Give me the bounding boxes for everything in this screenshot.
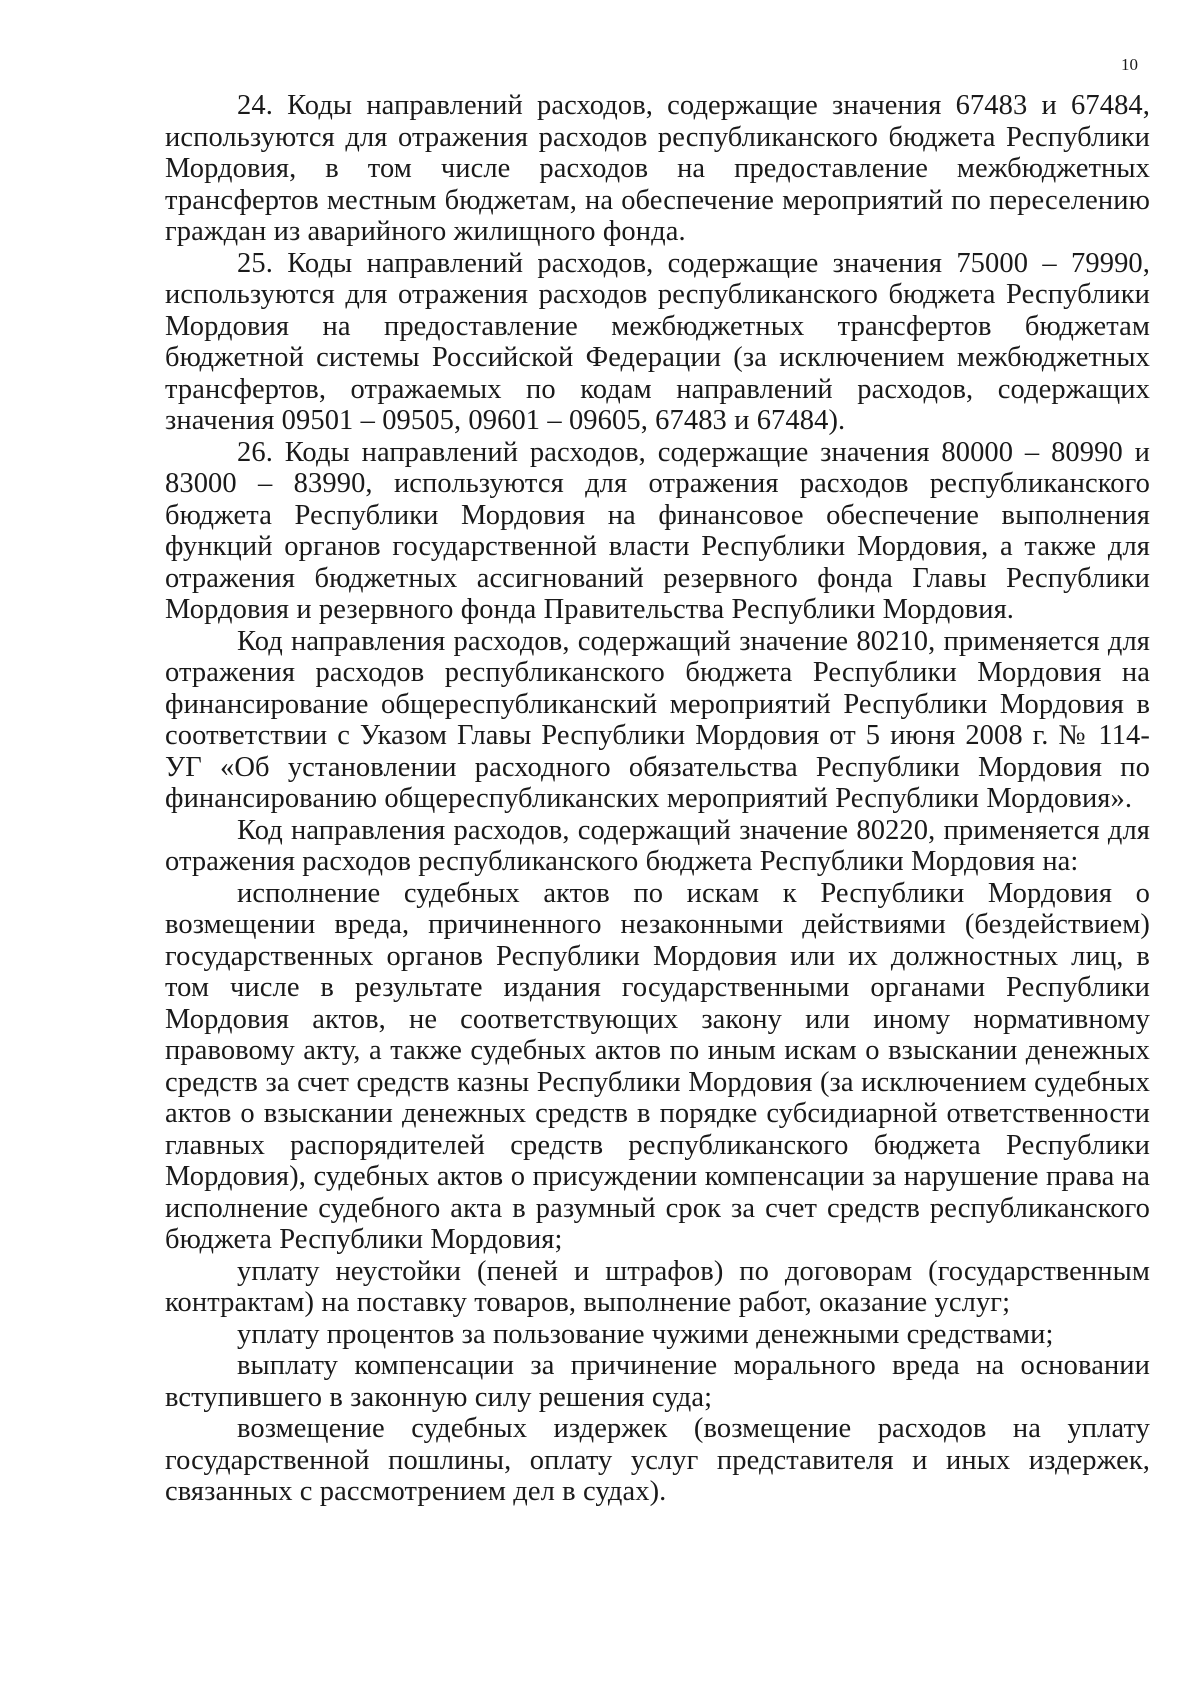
paragraph-26: 26. Коды направлений расходов, содержащие значения 80000 – 80990 и 83000 – 83990, используются для отражения расходов республиканского бюджета Республики Мордовия на финансовое обеспечение выполнения функций органов государственной власти Республики Мордовия, а также для отражения бюджетных ассигнований резервного фонда Главы Республики Мордовия и резервного фонда Правительства Республики Мордовия. — [165, 436, 1150, 625]
page-number: 10 — [1121, 55, 1138, 74]
list-item-court-costs: возмещение судебных издержек (возмещение расходов на уплату государственной пошлины, оплату услуг представителя и иных издержек, связанных с рассмотрением дел в судах). — [165, 1413, 1150, 1507]
paragraph-25: 25. Коды направлений расходов, содержащие значения 75000 – 79990, используются для отражения расходов республиканского бюджета Республики Мордовия на предоставление межбюджетных трансфертов бюджетам бюджетной системы Российской Федерации (за исключением межбюджетных трансфертов, отражаемых по кодам направлений расходов, содержащих значения 09501 – 09505, 09601 – 09605, 67483 и 67484). — [165, 247, 1150, 436]
paragraph-code-80220: Код направления расходов, содержащий значение 80220, применяется для отражения расходов республиканского бюджета Республики Мордовия на: — [165, 814, 1150, 877]
list-item-court-acts: исполнение судебных актов по искам к Республики Мордовия о возмещении вреда, причиненного незаконными действиями (бездействием) государственных органов Республики Мордовия или их должностных лиц, в том числе в результате издания государственными органами Республики Мордовия актов, не соответствующих закону или иному нормативному правовому акту, а также судебных актов по иным искам о взыскании денежных средств за счет средств казны Республики Мордовия (за исключением судебных актов о взыскании денежных средств в порядке субсидиарной ответственности главных распорядителей средств республиканского бюджета Республики Мордовия), судебных актов о присуждении компенсации за нарушение права на исполнение судебного акта в разумный срок за счет средств республиканского бюджета Республики Мордовия; — [165, 877, 1150, 1255]
document-body — [165, 90, 1150, 1508]
paragraph-code-80210: Код направления расходов, содержащий значение 80210, применяется для отражения расходов республиканского бюджета Республики Мордовия на финансирование общереспубликанский мероприятий Республики Мордовия в соответствии с Указом Главы Республики Мордовия от 5 июня 2008 г. № 114-УГ «Об установлении расходного обязательства Республики Мордовия по финансированию общереспубликанских мероприятий Республики Мордовия». — [165, 625, 1150, 814]
list-item-moral-damage: выплату компенсации за причинение морального вреда на основании вступившего в законную силу решения суда; — [165, 1350, 1150, 1413]
paragraph-24: 24. Коды направлений расходов, содержащие значения 67483 и 67484, используются для отражения расходов республиканского бюджета Республики Мордовия, в том числе расходов на предоставление межбюджетных трансфертов местным бюджетам, на обеспечение мероприятий по переселению граждан из аварийного жилищного фонда. — [165, 90, 1150, 247]
list-item-interest: уплату процентов за пользование чужими денежными средствами; — [237, 1318, 1054, 1350]
list-item-penalties: уплату неустойки (пеней и штрафов) по договорам (государственным контрактам) на поставку товаров, выполнение работ, оказание услуг; — [165, 1255, 1150, 1318]
